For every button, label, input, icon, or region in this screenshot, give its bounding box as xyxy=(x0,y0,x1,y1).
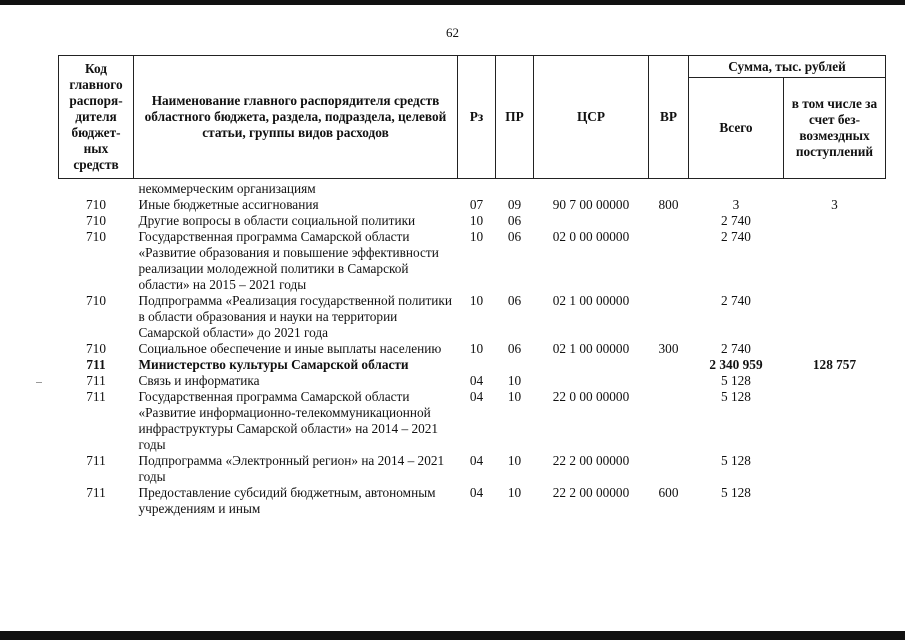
row-vr xyxy=(649,373,689,389)
row-csr: 02 0 00 00000 xyxy=(552,229,630,244)
row-total: 5 128 xyxy=(721,453,751,468)
row-rz: 04 xyxy=(469,389,484,404)
row-total: 2 340 959 xyxy=(709,357,763,372)
row-name: Министерство культуры Самарской области xyxy=(138,357,409,372)
row-rz: 04 xyxy=(469,373,484,388)
row-pr: 09 xyxy=(507,197,522,212)
table-row xyxy=(59,229,886,293)
row-rz: 04 xyxy=(469,485,484,500)
table-row xyxy=(59,485,886,517)
row-rz xyxy=(458,357,496,373)
row-name: Государственная программа Самарской области «Развитие информационно-телекоммуникационной инфраструктуры Самарской области» на 2014 – 2021 годы xyxy=(138,389,439,452)
row-total: 3 xyxy=(732,197,740,212)
row-csr: 90 7 00 00000 xyxy=(552,197,630,212)
row-free xyxy=(784,179,886,198)
row-total: 5 128 xyxy=(721,373,751,388)
budget-table xyxy=(58,55,886,517)
row-rz xyxy=(458,179,496,198)
row-vr xyxy=(649,213,689,229)
row-code xyxy=(59,179,134,198)
row-free xyxy=(784,389,886,453)
row-csr: 02 1 00 00000 xyxy=(552,341,630,356)
row-rz: 10 xyxy=(469,341,484,356)
row-free xyxy=(784,213,886,229)
row-total: 2 740 xyxy=(721,213,751,228)
row-free: 3 xyxy=(831,197,838,212)
row-pr: 10 xyxy=(507,453,522,468)
row-name: Государственная программа Самарской области «Развитие образования и повышение эффективности реализации молодежной политики в Самарской области» на 2015 – 2021 годы xyxy=(138,229,439,292)
row-free xyxy=(784,293,886,341)
header-pr: ПР xyxy=(496,56,534,179)
row-free xyxy=(784,485,886,517)
table-row xyxy=(59,357,886,373)
top-border-bar xyxy=(0,0,905,5)
row-vr: 600 xyxy=(658,485,679,500)
row-pr: 10 xyxy=(507,389,522,404)
row-vr xyxy=(649,293,689,341)
row-total: 5 128 xyxy=(721,389,751,404)
bottom-border-bar xyxy=(0,631,905,640)
row-pr: 06 xyxy=(507,213,522,228)
scan-artifact xyxy=(36,382,42,383)
row-total: 2 740 xyxy=(721,229,751,244)
row-vr: 800 xyxy=(658,197,679,212)
row-pr: 10 xyxy=(507,485,522,500)
table-row xyxy=(59,373,886,389)
row-code: 711 xyxy=(86,373,106,388)
table-header xyxy=(59,56,886,179)
row-code: 711 xyxy=(86,389,106,404)
row-vr xyxy=(649,179,689,198)
header-rz: Рз xyxy=(458,56,496,179)
row-free xyxy=(784,373,886,389)
row-csr: 22 2 00 00000 xyxy=(552,485,630,500)
table-row xyxy=(59,213,886,229)
header-vr: ВР xyxy=(649,56,689,179)
row-code: 711 xyxy=(86,485,106,500)
row-rz: 10 xyxy=(469,293,484,308)
row-csr xyxy=(534,373,649,389)
header-csr: ЦСР xyxy=(534,56,649,179)
row-code: 710 xyxy=(86,229,106,244)
row-pr: 06 xyxy=(507,293,522,308)
row-vr: 300 xyxy=(658,341,679,356)
row-name: Предоставление субсидий бюджетным, автономным учреждениям и иным xyxy=(138,485,436,516)
row-code: 710 xyxy=(86,213,106,228)
row-vr xyxy=(649,357,689,373)
row-vr xyxy=(649,389,689,453)
row-vr xyxy=(649,453,689,485)
row-csr xyxy=(534,179,649,198)
table-row xyxy=(59,453,886,485)
row-name: Иные бюджетные ассигнования xyxy=(138,197,319,212)
row-rz: 07 xyxy=(469,197,484,212)
row-name: Другие вопросы в области социальной политики xyxy=(138,213,416,228)
row-csr xyxy=(534,213,649,229)
row-code: 710 xyxy=(86,197,106,212)
table-body xyxy=(59,179,886,518)
row-rz: 04 xyxy=(469,453,484,468)
row-code: 711 xyxy=(86,453,106,468)
row-free: 128 757 xyxy=(812,357,857,372)
row-free xyxy=(784,341,886,357)
header-free: в том числе за счет без-возмездных поступлений xyxy=(784,78,886,179)
row-pr: 10 xyxy=(507,373,522,388)
row-code: 710 xyxy=(86,341,106,356)
table-row xyxy=(59,197,886,213)
row-rz: 10 xyxy=(469,229,484,244)
row-free xyxy=(784,229,886,293)
row-total xyxy=(689,179,784,198)
row-rz: 10 xyxy=(469,213,484,228)
table-row xyxy=(59,389,886,453)
table-row xyxy=(59,341,886,357)
header-name: Наименование главного распорядителя средств областного бюджета, раздела, подраздела, целевой статьи, группы видов расходов xyxy=(134,56,458,179)
row-csr: 22 0 00 00000 xyxy=(552,389,630,404)
row-csr: 22 2 00 00000 xyxy=(552,453,630,468)
row-csr xyxy=(534,357,649,373)
row-total: 5 128 xyxy=(721,485,751,500)
row-name: Социальное обеспечение и иные выплаты населению xyxy=(138,341,442,356)
row-name: некоммерческим организациям xyxy=(138,181,316,196)
header-code: Код главного распоря-дителя бюджет-ных средств xyxy=(59,56,134,179)
row-free xyxy=(784,453,886,485)
row-name: Связь и информатика xyxy=(138,373,260,388)
header-total: Всего xyxy=(689,78,784,179)
row-name: Подпрограмма «Реализация государственной политики в области образования и науки на территории Самарской области» до 2021 года xyxy=(138,293,452,340)
row-pr: 06 xyxy=(507,229,522,244)
table-row xyxy=(59,179,886,198)
header-sum: Сумма, тыс. рублей xyxy=(689,56,886,78)
row-code: 710 xyxy=(86,293,106,308)
row-pr: 06 xyxy=(507,341,522,356)
row-pr xyxy=(496,357,534,373)
row-total: 2 740 xyxy=(721,293,751,308)
row-code: 711 xyxy=(86,357,106,372)
row-total: 2 740 xyxy=(721,341,751,356)
row-csr: 02 1 00 00000 xyxy=(552,293,630,308)
row-pr xyxy=(496,179,534,198)
row-name: Подпрограмма «Электронный регион» на 2014 – 2021 годы xyxy=(138,453,445,484)
row-vr xyxy=(649,229,689,293)
page-number: 62 xyxy=(446,25,459,40)
table-row xyxy=(59,293,886,341)
